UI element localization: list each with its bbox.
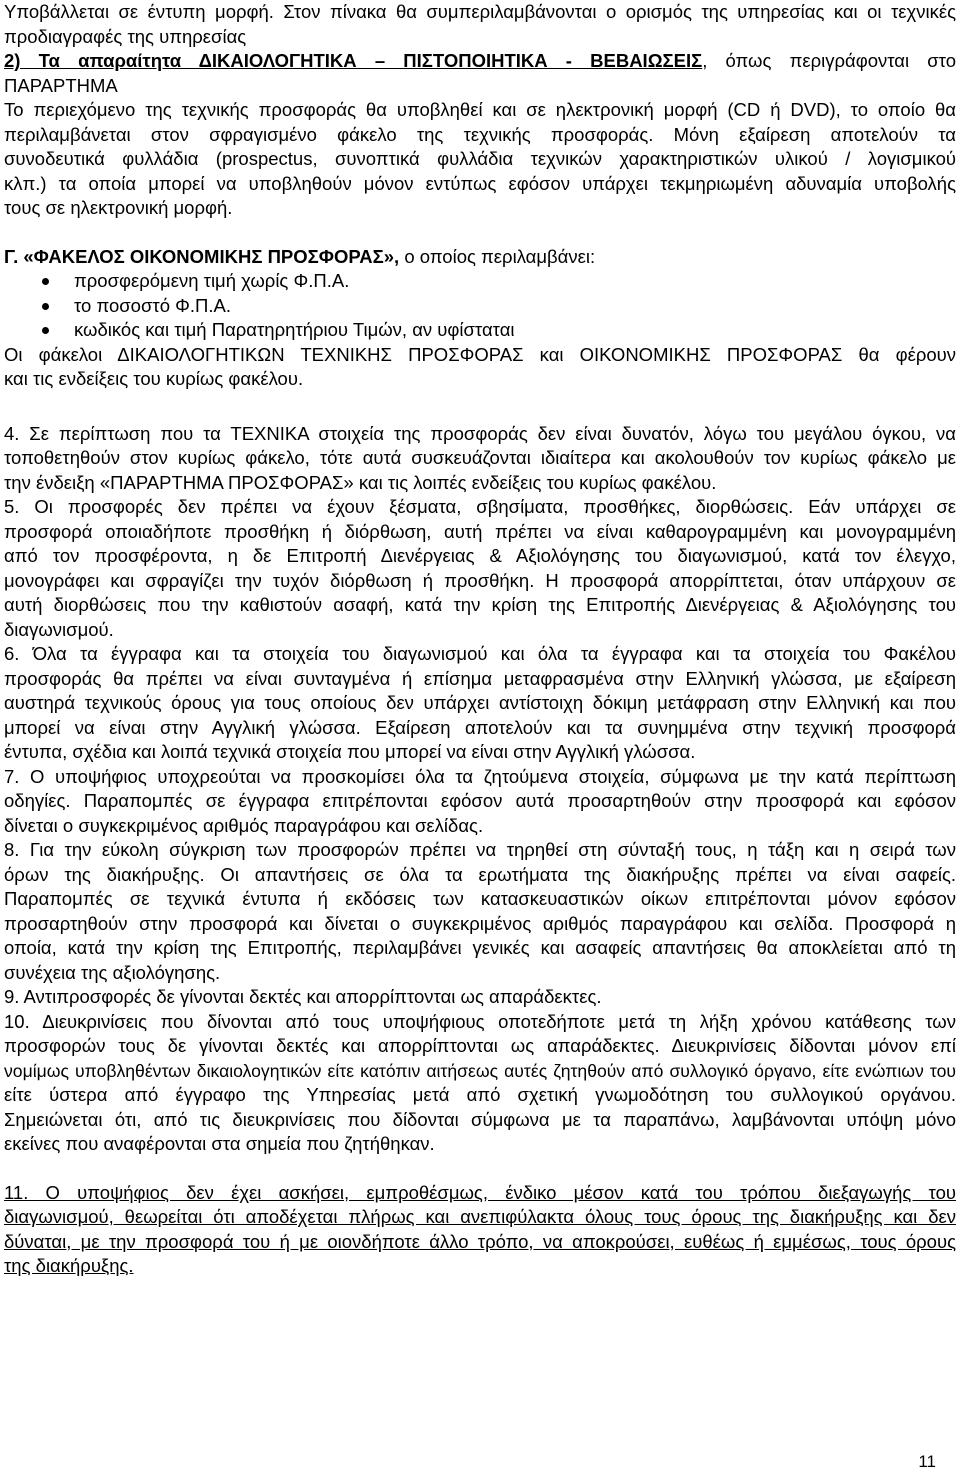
text-line: κλπ.) τα οποία μπορεί να υποβληθούν μόνον εντύπως εφόσον υπάρχει τεκμηριωμένη αδυναμία υποβολής: [4, 172, 956, 194]
text-line: προσαρτηθούν στην προσφορά και δίνεται ο συγκεκριμένος αριθμός παραγράφου και σελίδα. Προσφορά η: [4, 912, 956, 934]
item-2-suffix: , όπως περιγράφονται στο: [702, 50, 956, 71]
text-line: και τις ενδείξεις του κυρίως φακέλου.: [4, 368, 304, 389]
text-line: δύναται, με την προσφορά του ή με οιονδήποτε άλλο τρόπο, να αποκρούσει, ευθέως ή εμμέσως, τους όρους: [4, 1230, 956, 1252]
text-line: 4. Σε περίπτωση που τα ΤΕΧΝΙΚΑ στοιχεία της προσφοράς δεν είναι δυνατόν, λόγω του μεγάλου όγκου, να: [4, 422, 956, 444]
text-line: έντυπα, σχέδια και λοιπά τεχνικά στοιχεία που μπορεί να είναι στην Αγγλική γλώσσα.: [4, 741, 696, 762]
text-line: 9. Αντιπροσφορές δε γίνονται δεκτές και απορρίπτονται ως απαράδεκτες.: [4, 986, 602, 1007]
bullet-text: το ποσοστό Φ.Π.Α.: [74, 294, 232, 316]
bullet-text: προσφερόμενη τιμή χωρίς Φ.Π.Α.: [74, 270, 350, 291]
text-line: οποία, κατά την κρίση της Επιτροπής, περιλαμβάνει γενικές και ασαφείς απαντήσεις θα αποκλείεται από τη: [4, 937, 956, 958]
underlined-text: 11. Ο υποψήφιος δεν έχει ασκήσει, εμπροθέσμως, ένδικο μέσον κατά του τρόπου διεξαγωγής του: [4, 1181, 956, 1203]
text-line: Οι φάκελοι ΔΙΚΑΙΟΛΟΓΗΤΙΚΩΝ ΤΕΧΝΙΚΗΣ ΠΡΟΣΦΟΡΑΣ και ΟΙΚΟΝΟΜΙΚΗΣ ΠΡΟΣΦΟΡΑΣ θα φέρουν: [4, 343, 956, 365]
text-line: νομίμως υποβληθέντων δικαιολογητικών είτε κατόπιν αιτήσεως αυτές ζητηθούν από συλλογικό όργανο, είτε ενώπιων του: [4, 1060, 956, 1081]
paragraph-gap: [4, 1157, 956, 1181]
text-line: αυτή διορθώσεις που την καθιστούν ασαφή, κατά την κρίση της Επιτροπής Διενέργειας & Αξιολόγησης του: [4, 594, 956, 615]
text-line: 10. Διευκρινίσεις που δίνονται από τους υποψήφιους οποτεδήποτε μετά τη λήξη χρόνου κατάθεσης των: [4, 1010, 956, 1032]
bullet-item: [4, 318, 956, 343]
paragraph-gap: [4, 392, 956, 422]
text-line: της διακήρυξης.: [4, 1255, 134, 1276]
page-number: 11: [918, 1452, 936, 1471]
text-line: προδιαγραφές της υπηρεσίας: [4, 25, 247, 47]
text-line: Το περιεχόμενο της τεχνικής προσφοράς θα υποβληθεί και σε ηλεκτρονική μορφή (CD ή DVD), το οποίο θα: [4, 99, 956, 120]
item-2-heading: 2) Τα απαραίτητα ΔΙΚΑΙΟΛΟΓΗΤΙΚΑ – ΠΙΣΤΟΠΟΙΗΤΙΚΑ - ΒΕΒΑΙΩΣΕΙΣ: [4, 50, 703, 71]
text-line: είτε ύστερα από έγγραφο της Υπηρεσίας μετά από σχετική γνωμοδότηση του συλλογικού οργάνου.: [4, 1084, 956, 1105]
bullet-item: [4, 294, 956, 319]
text-line: όρων της διακήρυξης. Οι απαντήσεις σε όλα τα ερωτήματα της διακήρυξης πρέπει να είναι σαφείς.: [4, 863, 956, 885]
bullet-icon: [42, 327, 49, 334]
text-line: μονογράφει και σφραγίζει την τυχόν διόρθωση ή προσθήκη. Η προσφορά απορρίπτεται, όταν υπάρχουν σε: [4, 569, 956, 591]
paragraph-gap: [4, 221, 956, 245]
text-line: οδηγίες. Παραπομπές σε έγγραφα επιτρέπονται εφόσον αυτά προσαρτηθούν στην προσφορά και εφόσον: [4, 790, 956, 811]
bullet-text: κωδικός και τιμή Παρατηρητήριου Τιμών, αν υφίσταται: [74, 319, 515, 340]
text-line: συνέχεια της αξιολόγησης.: [4, 961, 221, 983]
bullet-icon: [42, 303, 49, 310]
text-line: προσφορών τους δε γίνονται δεκτές και απορρίπτονται ως απαράδεκτες. Διευκρινίσεις δίδονται μόνον επί: [4, 1035, 956, 1056]
text-line: 5. Οι προσφορές δεν πρέπει να έχουν ξέσματα, σβησίματα, προσθήκες, διορθώσεις. Εάν υπάρχει σε: [4, 496, 956, 517]
section-g-title: Γ. «ΦΑΚΕΛΟΣ ΟΙΚΟΝΟΜΙΚΗΣ ΠΡΟΣΦΟΡΑΣ»,: [4, 245, 400, 267]
text-line: ΠΑΡΑΡΤΗΜΑ: [4, 74, 118, 96]
text-line: μπορεί να είναι στην Αγγλική γλώσσα. Εξαίρεση αποτελούν και τα συνημμένα στην τεχνική προσφορά: [4, 716, 956, 738]
text-line: την ένδειξη «ΠΑΡΑΡΤΗΜΑ ΠΡΟΣΦΟΡΑΣ» και τις λοιπές ενδείξεις του κυρίως φακέλου.: [4, 471, 717, 493]
text-line: εκείνες που αναφέρονται στα σημεία που ζητήθηκαν.: [4, 1133, 435, 1154]
text-line: Σημειώνεται ότι, από τις διευκρινίσεις που δίδονται σύμφωνα με τα παραπάνω, λαμβάνονται υπόψη μόνο: [4, 1108, 956, 1130]
text-line: Παραπομπές σε τεχνικά έντυπα ή εκδόσεις των κατασκευαστικών οίκων επιτρέπονται μόνον εφόσον: [4, 888, 956, 909]
item-2-line: [4, 49, 956, 74]
section-g-heading: [4, 245, 956, 270]
text-line: αυστηρά τεχνικούς όρους για τους οποίους δεν υπάρχει αντίστοιχη δόκιμη μετάφραση στην Ελληνική και που: [4, 692, 956, 713]
text-line: τοποθετηθούν στον κυρίως φάκελο, τότε αυτά συσκευάζονται ιδιαίτερα και ακολουθούν τον κυρίως φάκελο με: [4, 447, 956, 468]
text-line: τους σε ηλεκτρονική μορφή.: [4, 197, 233, 218]
bullet-icon: [42, 278, 49, 285]
text-line: προσφορά οποιαδήποτε προσθήκη ή διόρθωση, αυτή πρέπει να είναι καθαρογραμμένη και μονογραμμένη: [4, 520, 956, 542]
page-body: [4, 0, 956, 1279]
text-line: [4, 1181, 956, 1206]
bullet-item: [4, 269, 956, 294]
text-line: προσφοράς θα πρέπει να είναι συνταγμένα ή επίσημα μεταφρασμένα στην Ελληνική γλώσσα, με εξαίρεση: [4, 667, 956, 689]
text-line: περιλαμβάνεται στον σφραγισμένο φάκελο της τεχνικής προσφοράς. Μόνη εξαίρεση αποτελούν τα: [4, 123, 956, 145]
text-line: Υποβάλλεται σε έντυπη μορφή. Στον πίνακα θα συμπεριλαμβάνονται ο ορισμός της υπηρεσίας και οι τεχνικές: [4, 1, 956, 22]
text-line: από τον προσφέροντα, η δε Επιτροπή Διενέργειας & Αξιολόγησης του διαγωνισμού, κατά τον έλεγχο,: [4, 545, 956, 566]
text-line: διαγωνισμού.: [4, 618, 114, 640]
text-line: 8. Για την εύκολη σύγκριση των προσφορών πρέπει να τηρηθεί στη σύνταξή τους, η τάξη και η σειρά των: [4, 839, 956, 860]
text-line: διαγωνισμού, θεωρείται ότι αποδέχεται πλήρως και ανεπιφύλακτα όλους τους όρους της διακήρυξης και δεν: [4, 1206, 956, 1227]
text-line: 7. Ο υποψήφιος υποχρεούται να προσκομίσει όλα τα ζητούμενα στοιχεία, σύμφωνα με την κατά περίπτωση: [4, 765, 956, 787]
section-g-rest: ο οποίος περιλαμβάνει:: [399, 245, 596, 267]
text-line: δίνεται ο συγκεκριμένος αριθμός παραγράφου και σελίδας.: [4, 814, 484, 836]
text-line: συνοδευτικά φυλλάδια (prospectus, συνοπτικά φυλλάδια τεχνικών χαρακτηριστικών υλικού / λογισμικού: [4, 148, 956, 169]
text-line: 6. Όλα τα έγγραφα και τα στοιχεία του διαγωνισμού και όλα τα έγγραφα και τα στοιχεία του Φακέλου: [4, 643, 956, 664]
